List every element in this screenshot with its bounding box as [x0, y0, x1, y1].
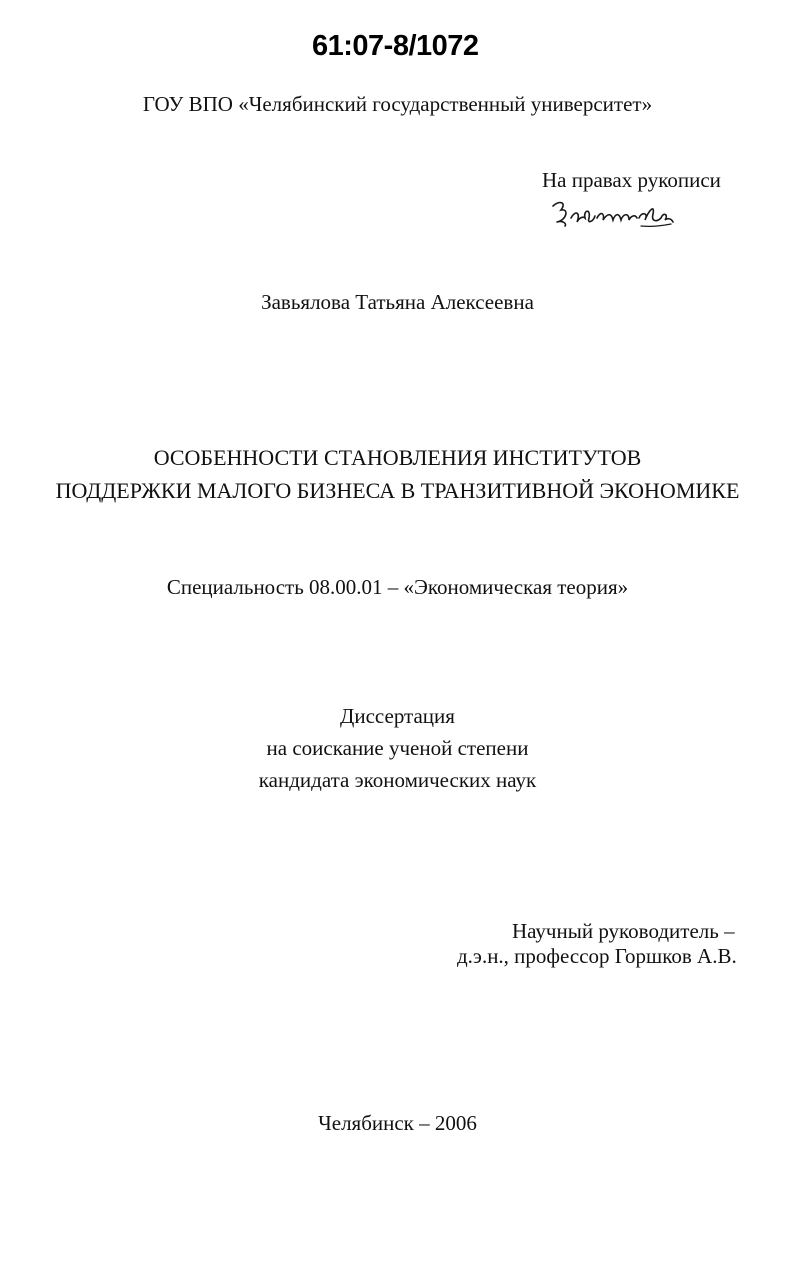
dissertation-title-line-2: ПОДДЕРЖКИ МАЛОГО БИЗНЕСА В ТРАНЗИТИВНОЙ ЭКОНОМИКЕ	[55, 478, 740, 503]
degree-line-2: на соискание ученой степени	[266, 736, 529, 760]
degree-line-1: Диссертация	[340, 704, 455, 728]
author-name: Завьялова Татьяна Алексеевна	[261, 290, 534, 314]
supervisor-label: Научный руководитель –	[512, 919, 735, 943]
handwritten-signature	[545, 196, 675, 244]
supervisor-name: д.э.н., профессор Горшков А.В.	[457, 944, 737, 968]
dissertation-title-line-1: ОСОБЕННОСТИ СТАНОВЛЕНИЯ ИНСТИТУТОВ	[153, 445, 642, 470]
archive-code: 61:07-8/1072	[312, 30, 479, 62]
degree-line-3: кандидата экономических наук	[258, 768, 537, 792]
specialty: Специальность 08.00.01 – «Экономическая теория»	[166, 575, 629, 599]
institution: ГОУ ВПО «Челябинский государственный университет»	[142, 92, 653, 116]
rights-notice: На правах рукописи	[542, 168, 721, 192]
place-year: Челябинск – 2006	[318, 1111, 477, 1135]
